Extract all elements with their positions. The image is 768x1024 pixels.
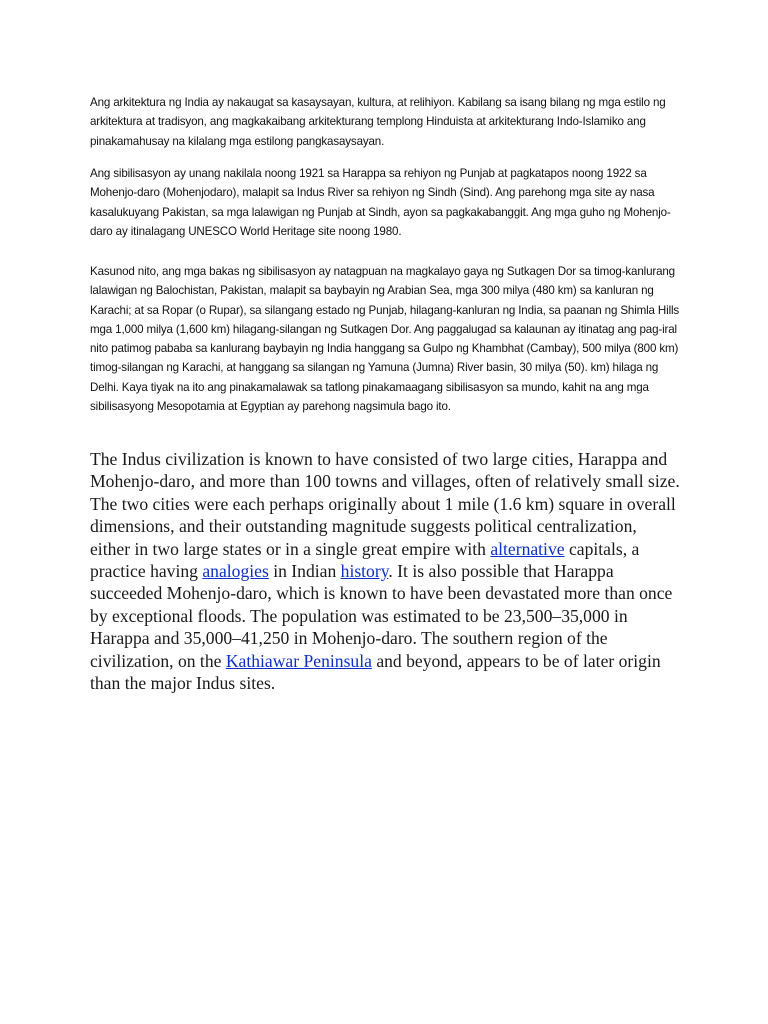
paragraph-extent: Kasunod nito, ang mga bakas ng sibilisasyon ay natagpuan na magkalayo gaya ng Sutkagen Dor sa timog-kanlurang lalawigan ng Balochistan, Pakistan, malapit sa baybayin ng Arabian Sea, mga 300 milya (480 km) sa kanluran ng Karachi; at sa Ropar (o Rupar), sa silangang estado ng Punjab, hilagang-kanluran ng India, sa paanan ng Shimla Hills mga 1,000 milya (1,600 km) hilagang-silangan ng Sutkagen Dor. Ang paggalugad sa kalaunan ay itinatag ang pag-iral nito patimog pababa sa kanlurang baybayin ng India hanggang sa Gulpo ng Khambhat (Cambay), 500 milya (800 km) timog-silangan ng Karachi, at hanggang sa silangan ng Yamuna (Jumna) River basin, 30 milya (50). km) hilaga ng Delhi. Kaya tiyak na ito ang pinakamalawak sa tatlong pinakamaagang sibilisasyon sa mundo, kahit na ang mga sibilisasyong Mesopotamia at Egyptian ay parehong nagsimula bago ito.	[90, 265, 680, 414]
text-segment: and beyond, appears to be of later origin than the major Indus sites.	[90, 650, 661, 694]
paragraph-architecture: Ang arkitektura ng India ay nakaugat sa kasaysayan, kultura, at relihiyon. Kabilang sa isang bilang ng mga estilo ng arkitektura at tradisyon, ang magkakaibang arkitekturang templong Hinduista at arkitekturang Indo-Islamiko ang pinakamahusay na kilalang mga estilong pangkasaysayan.	[90, 96, 666, 148]
text-segment: . It is also possible that Harappa succeeded Mohenjo-daro, which is known to have been devastated more than once by exceptional floods. The population was estimated to be 23,500–35,000 in Harappa and 35,000–41,250 in Mohenjo-daro. The southern region of the civilization, on the	[90, 561, 673, 671]
paragraph-indus-civilization	[90, 448, 680, 694]
paragraph-discovery: Ang sibilisasyon ay unang nakilala noong 1921 sa Harappa sa rehiyon ng Punjab at pagkatapos noong 1922 sa Mohenjo-daro (Mohenjodaro), malapit sa Indus River sa rehiyon ng Sindh (Sind). Ang parehong mga site ay nasa kasalukuyang Pakistan, sa mga lalawigan ng Punjab at Sindh, ayon sa pagkakabanggit. Ang mga guho ng Mohenjo-daro ay itinalagang UNESCO World Heritage site noong 1980.	[90, 167, 671, 238]
text-segment: The Indus civilization is known to have consisted of two large cities, Harappa and Mohenjo-daro, and more than 100 towns and villages, often of relatively small size. The two cities were each perhaps originally about 1 mile (1.6 km) square in overall dimensions, and their outstanding magnitude suggests political centralization, either in two large states or in a single great empire with	[90, 449, 680, 559]
link-history[interactable]: history	[340, 561, 389, 582]
text-segment: capitals, a practice having	[90, 538, 640, 582]
link-analogies[interactable]: analogies	[202, 561, 269, 582]
link-kathiawar-peninsula[interactable]: Kathiawar Peninsula	[225, 650, 372, 671]
link-alternative[interactable]: alternative	[490, 538, 565, 559]
text-segment: in Indian	[268, 561, 341, 582]
